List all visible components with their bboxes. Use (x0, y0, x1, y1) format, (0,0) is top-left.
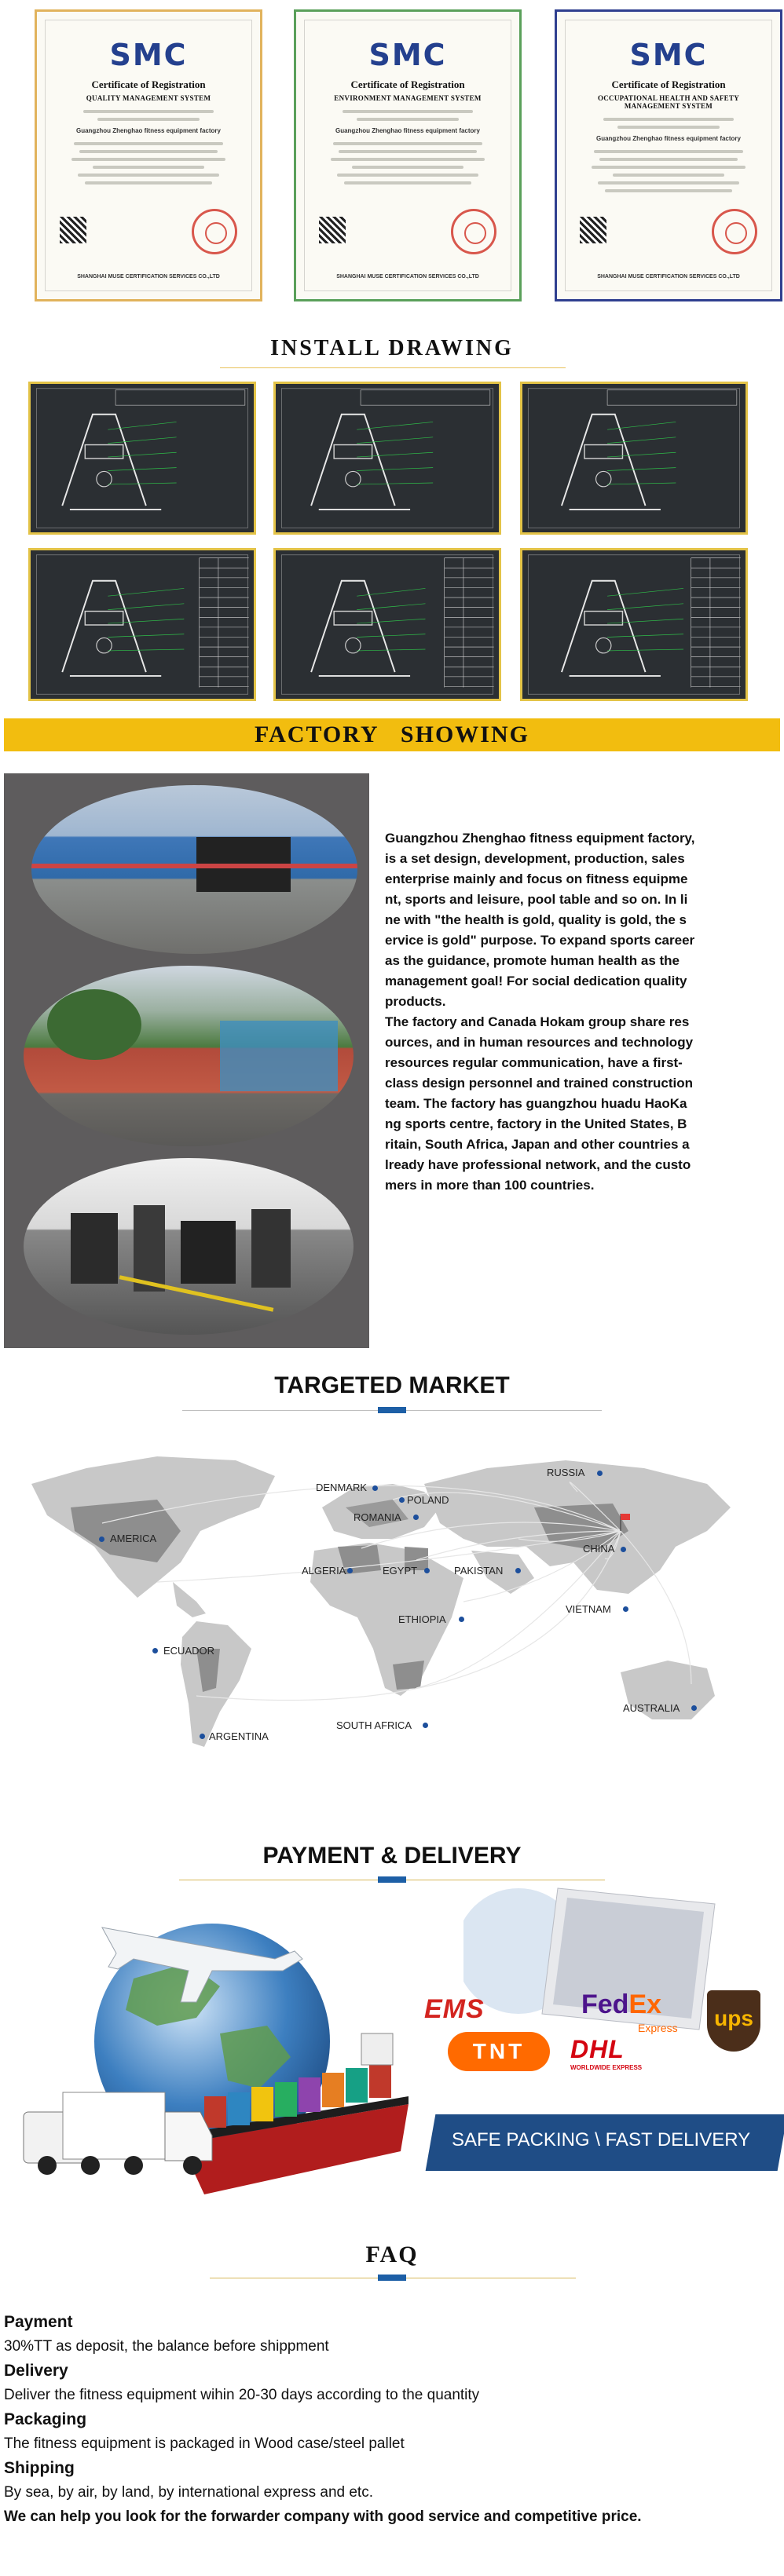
certificate-footer: SHANGHAI MUSE CERTIFICATION SERVICES CO.,LTD (336, 274, 479, 280)
title-accent (378, 2275, 406, 2281)
market-dot (459, 1617, 464, 1622)
smc-logo: SMC (109, 38, 188, 72)
faq-answer-delivery: Deliver the fitness equipment wihin 20-30 days according to the quantity (4, 2387, 480, 2403)
delivery-banner-text: SAFE PACKING \ FAST DELIVERY (452, 2129, 751, 2150)
fedex-ex: Ex (628, 1990, 662, 2019)
dhl-text: DHL (570, 2035, 625, 2063)
market-denmark: DENMARK (316, 1482, 368, 1493)
qr-code-icon (60, 217, 86, 243)
factory-photo-workshop (24, 1158, 354, 1335)
seal-icon (451, 209, 496, 254)
smc-logo: SMC (629, 38, 708, 72)
certificate-system: OCCUPATIONAL HEALTH AND SAFETY MANAGEMENT SYSTEM (597, 94, 740, 110)
faq-answer-shipping: By sea, by air, by land, by international express and etc. (4, 2484, 373, 2501)
market-romania: ROMANIA (354, 1511, 401, 1523)
qr-code-icon (580, 217, 606, 243)
smc-logo: SMC (368, 38, 447, 72)
factory-description-text: Guangzhou Zhenghao fitness equipment factory, is a set design, development, production, sales enterprise mainly and focus on fitness equipme nt, sports and leisure, pool table and so on. In li ne with "the health is gold, quality is gold, the s ervice is gold" purpose. To expand sports career as the guidance, promote human health as the management goal! For social dedication quality products. The factory and Canada Hokam group share res ources, and in human resources and technology resources regular communication, have a first- class design personnel and trained construction team. The factory has guangzhou huadu HaoKa ng sports centre, factory in the United States, B ritain, South Africa, Japan and other countries a lready have professional network, and the custo mers in more than 100 countries. (385, 831, 695, 1193)
ups-logo (707, 1990, 760, 2052)
faq-question-shipping: Shipping (4, 2459, 75, 2477)
market-dot (621, 1547, 626, 1552)
factory-photos-panel (4, 773, 369, 1348)
title-accent (378, 1407, 406, 1413)
ems-logo: EMS (424, 1994, 485, 2024)
market-dot (515, 1568, 521, 1573)
certificate-company: Guangzhou Zhenghao fitness equipment factory (75, 127, 221, 134)
market-russia: RUSSIA (547, 1467, 585, 1478)
certificate-company: Guangzhou Zhenghao fitness equipment factory (335, 127, 480, 134)
factory-photo-warehouse (31, 785, 357, 954)
faq-closing: We can help you look for the forwarder company with good service and competitive price. (4, 2508, 642, 2525)
factory-photo-yard (24, 966, 354, 1146)
market-argentina: ARGENTINA (209, 1730, 269, 1742)
market-dot (347, 1568, 353, 1573)
fedex-logo (581, 1990, 661, 2020)
certificate-footer: SHANGHAI MUSE CERTIFICATION SERVICES CO.,LTD (77, 274, 220, 280)
faq-title: FAQ (365, 2242, 419, 2267)
install-drawing-5 (273, 548, 501, 701)
install-drawing-3 (520, 382, 748, 535)
market-algeria: ALGERIA (302, 1565, 346, 1577)
tnt-logo (448, 2032, 550, 2071)
fedex-fed: Fed (581, 1990, 629, 2019)
targeted-market-title: TARGETED MARKET (274, 1372, 510, 1398)
certificate-heading: Certificate of Registration (91, 79, 206, 90)
market-dot (424, 1568, 430, 1573)
certificate-heading: Certificate of Registration (611, 79, 726, 90)
title-underline (220, 367, 566, 368)
certificate-occupational (555, 9, 782, 301)
faq-question-payment: Payment (4, 2313, 73, 2331)
certificate-heading: Certificate of Registration (350, 79, 465, 90)
market-ecuador: ECUADOR (163, 1645, 215, 1657)
market-china: CHINA (583, 1543, 615, 1555)
market-dot (200, 1734, 205, 1739)
market-dot (99, 1536, 104, 1542)
fedex-express: Express (638, 2022, 678, 2034)
certificate-environment (294, 9, 522, 301)
factory-showing-title: FACTORY SHOWING (255, 722, 529, 747)
dhl-logo (570, 2035, 696, 2071)
market-poland: POLAND (407, 1494, 449, 1506)
market-dot (152, 1648, 158, 1653)
logistics-illustration (16, 1884, 424, 2214)
install-drawing-1 (28, 382, 256, 535)
faq-question-delivery: Delivery (4, 2362, 68, 2380)
payment-delivery-title: PAYMENT & DELIVERY (262, 1843, 522, 1869)
market-dot (372, 1485, 378, 1491)
certificate-footer: SHANGHAI MUSE CERTIFICATION SERVICES CO.,LTD (597, 274, 740, 280)
faq-question-packaging: Packaging (4, 2410, 87, 2428)
market-dot (597, 1471, 603, 1476)
install-drawing-6 (520, 548, 748, 701)
dhl-sub: WORLDWIDE EXPRESS (570, 2064, 643, 2071)
market-america: AMERICA (110, 1533, 157, 1544)
market-dot (399, 1497, 405, 1503)
market-dot (413, 1515, 419, 1520)
title-accent (378, 1876, 406, 1883)
faq-list (4, 2310, 782, 2529)
factory-description (385, 828, 770, 1196)
qr-code-icon (319, 217, 346, 243)
market-dot (691, 1705, 697, 1711)
install-drawing-4 (28, 548, 256, 701)
market-ethiopia: ETHIOPIA (398, 1613, 446, 1625)
market-vietnam: VIETNAM (566, 1603, 611, 1615)
certificate-company: Guangzhou Zhenghao fitness equipment factory (595, 135, 741, 142)
market-pakistan: PAKISTAN (454, 1565, 504, 1577)
certificate-system: QUALITY MANAGEMENT SYSTEM (86, 94, 211, 102)
market-egypt: EGYPT (383, 1565, 418, 1577)
faq-answer-payment: 30%TT as deposit, the balance before shippment (4, 2338, 329, 2355)
install-drawing-2 (273, 382, 501, 535)
install-drawing-title: INSTALL DRAWING (270, 336, 514, 360)
faq-answer-packaging: The fitness equipment is packaged in Wood case/steel pallet (4, 2435, 405, 2452)
market-australia: AUSTRALIA (623, 1702, 680, 1714)
seal-icon (192, 209, 237, 254)
market-south-africa: SOUTH AFRICA (336, 1719, 412, 1731)
certificate-system: ENVIRONMENT MANAGEMENT SYSTEM (334, 94, 482, 102)
ups-text: ups (714, 2006, 753, 2030)
factory-showing-banner (4, 718, 780, 751)
seal-icon (712, 209, 757, 254)
market-dot (623, 1606, 628, 1612)
certificate-quality (35, 9, 262, 301)
market-dot (423, 1723, 428, 1728)
tnt-text: TNT (472, 2039, 526, 2063)
